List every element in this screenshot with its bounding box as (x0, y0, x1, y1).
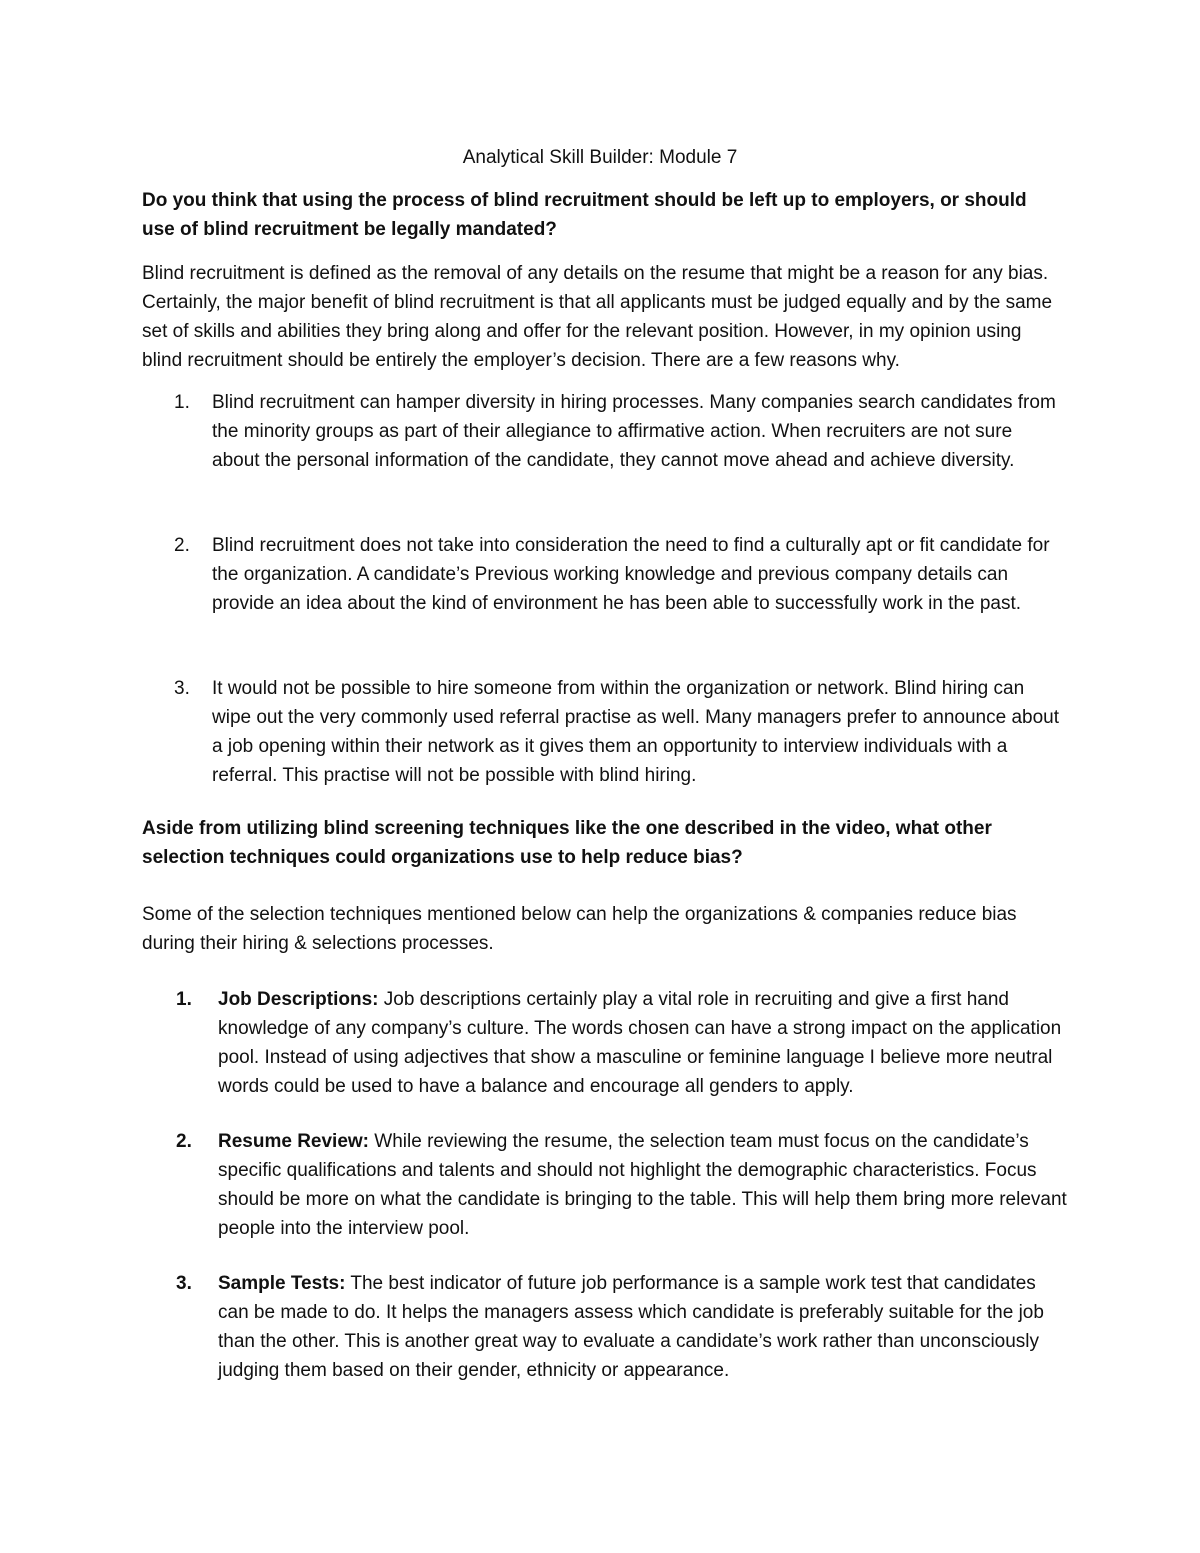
list-item-number: 2. (176, 1131, 192, 1152)
list-item-text: Blind recruitment can hamper diversity in hiring processes. Many companies search candidates from the minority groups as part of their allegiance to affirmative action. When recruiters are not sure about the personal information of the candidate, they cannot move ahead and achieve diversity. (212, 392, 1056, 471)
list-item-text (218, 1127, 1068, 1243)
list-item-body: Job descriptions certainly play a vital role in recruiting and give a first hand knowledge of any company’s culture. The words chosen can have a strong impact on the application pool. Instead of using adjectives that show a masculine or feminine language I believe more neutral words could be used to have a balance and encourage all genders to apply. (218, 989, 1062, 1097)
list-item-body: The best indicator of future job performance is a sample work test that candidates can be made to do. It helps the managers assess which candidate is preferably suitable for the job than the other. This is another great way to evaluate a candidate’s work rather than unconsciously judging them based on their gender, ethnicity or appearance. (218, 1273, 1044, 1381)
list-item-term: Sample Tests: (218, 1273, 346, 1294)
list-item-term: Job Descriptions: (218, 989, 379, 1010)
intro-paragraph-1: Blind recruitment is defined as the removal of any details on the resume that might be a reason for any bias. Certainly, the major benefit of blind recruitment is that all applicants must be judged equally and by the same set of skills and abilities they bring along and offer for the relevant position. However, in my opinion using blind recruitment should be entirely the employer’s decision. There are a few reasons why. (142, 263, 1053, 371)
list-item-number: 2. (174, 535, 190, 556)
list-item-number: 1. (176, 989, 192, 1010)
list-item-text (218, 985, 1068, 1101)
document-title: Analytical Skill Builder: Module 7 (462, 147, 738, 168)
intro-paragraph-2: Some of the selection techniques mentioned below can help the organizations & companies reduce bias during their hiring & selections processes. (142, 904, 1017, 954)
list-item-term: Resume Review: (218, 1131, 370, 1152)
list-item-number: 3. (176, 1273, 192, 1294)
question-1: Do you think that using the process of blind recruitment should be left up to employers, or should use of blind recruitment be legally mandated? (142, 190, 1027, 240)
list-item-text: It would not be possible to hire someone from within the organization or network. Blind hiring can wipe out the very commonly used referral practise as well. Many managers prefer to announce about a job opening within their network as it gives them an opportunity to interview individuals with a referral. This practise will not be possible with blind hiring. (212, 678, 1059, 786)
list-item-body: While reviewing the resume, the selection team must focus on the candidate’s specific qualifications and talents and should not highlight the demographic characteristics. Focus should be more on what the candidate is bringing to the table. This will help them bring more relevant people into the interview pool. (218, 1131, 1067, 1239)
list-item-text: Blind recruitment does not take into consideration the need to find a culturally apt or fit candidate for the organization. A candidate’s Previous working knowledge and previous company details can provide an idea about the kind of environment he has been able to successfully work in the past. (212, 535, 1050, 614)
list-item-number: 1. (174, 392, 190, 413)
question-2: Aside from utilizing blind screening techniques like the one described in the video, what other selection techniques could organizations use to help reduce bias? (142, 818, 992, 868)
list-item-text (218, 1269, 1068, 1385)
list-item-number: 3. (174, 678, 190, 699)
